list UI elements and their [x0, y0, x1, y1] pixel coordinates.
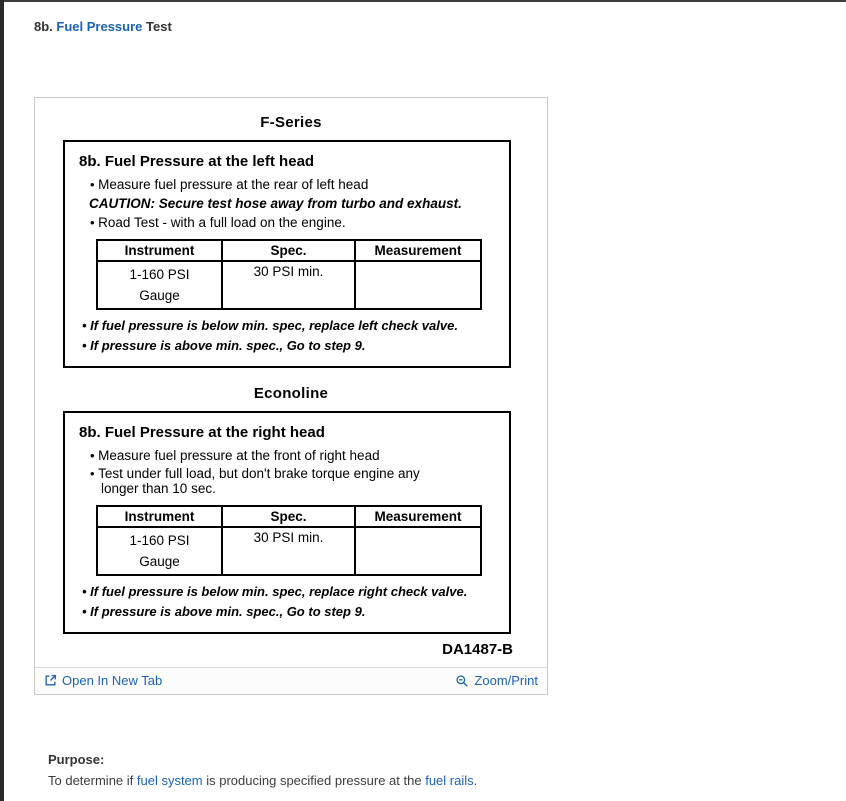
window-border-left	[0, 0, 4, 801]
figure-panel	[34, 97, 548, 695]
table-row	[97, 261, 481, 309]
fseries-heading: 8b. Fuel Pressure at the left head	[79, 153, 315, 170]
table-row	[97, 527, 481, 575]
window-border-top	[0, 0, 846, 2]
fseries-caution: CAUTION: Secure test hose away from turbo and exhaust.	[89, 196, 462, 211]
instrument-line-2: Gauge	[139, 554, 180, 569]
purpose-text	[48, 771, 477, 790]
instrument-line-1: 1-160 PSI	[129, 533, 190, 548]
fuel-system-link[interactable]: fuel system	[136, 773, 203, 788]
col-header-spec: Spec.	[222, 506, 355, 527]
table-header-row	[97, 240, 481, 261]
open-in-new-tab-link[interactable]	[44, 673, 162, 688]
econoline-note-2: • If pressure is above min. spec., Go to step 9.	[79, 604, 499, 619]
col-header-measurement: Measurement	[355, 506, 481, 527]
zoom-print-label: Zoom/Print	[474, 673, 538, 688]
purpose-section	[48, 752, 477, 790]
fseries-spec-table	[96, 239, 482, 310]
instrument-line-2: Gauge	[139, 288, 180, 303]
fuel-pressure-link[interactable]: Fuel Pressure	[56, 19, 143, 34]
fseries-note-2: • If pressure is above min. spec., Go to step 9.	[79, 338, 499, 353]
purpose-label: Purpose:	[48, 752, 105, 767]
fseries-box	[63, 140, 511, 368]
spec-cell: 30 PSI min.	[222, 527, 355, 575]
page-title	[34, 19, 172, 34]
table-header-row	[97, 506, 481, 527]
page-title-suffix: Test	[142, 19, 172, 34]
fseries-bullet-2: • Road Test - with a full load on the engine.	[83, 215, 475, 230]
open-in-new-tab-icon	[44, 674, 57, 687]
econoline-note-1: • If fuel pressure is below min. spec, replace right check valve.	[79, 584, 499, 599]
col-header-measurement: Measurement	[355, 240, 481, 261]
col-header-instrument: Instrument	[97, 506, 222, 527]
col-header-instrument: Instrument	[97, 240, 222, 261]
econoline-spec-table	[96, 505, 482, 576]
econoline-title: Econoline	[253, 385, 329, 402]
fseries-title: F-Series	[260, 114, 322, 131]
econoline-bullet-2: • Test under full load, but don't brake torque engine any longer than 10 sec.	[83, 466, 451, 496]
fseries-note-1: • If fuel pressure is below min. spec, replace left check valve.	[79, 318, 499, 333]
spec-cell: 30 PSI min.	[222, 261, 355, 309]
fuel-rails-link[interactable]: fuel rails	[425, 773, 474, 788]
open-in-new-tab-label: Open In New Tab	[62, 673, 163, 688]
page-title-prefix: 8b.	[34, 19, 57, 34]
instrument-line-1: 1-160 PSI	[129, 267, 190, 282]
measurement-cell	[355, 261, 481, 309]
purpose-text-3: .	[473, 773, 478, 788]
measurement-cell	[355, 527, 481, 575]
econoline-box	[63, 411, 511, 634]
figure-toolbar	[35, 667, 547, 694]
zoom-print-link[interactable]	[455, 673, 538, 688]
fseries-bullet-1: • Measure fuel pressure at the rear of left head	[83, 177, 475, 192]
purpose-text-1: To determine if	[48, 773, 137, 788]
econoline-heading: 8b. Fuel Pressure at the right head	[79, 424, 325, 441]
purpose-text-2: is producing specified pressure at the	[202, 773, 426, 788]
econoline-bullet-1: • Measure fuel pressure at the front of right head	[83, 448, 475, 463]
instrument-cell	[97, 527, 222, 575]
scanned-diagram	[35, 98, 547, 667]
figure-code: DA1487-B	[442, 641, 513, 658]
instrument-cell	[97, 261, 222, 309]
col-header-spec: Spec.	[222, 240, 355, 261]
zoom-magnifier-icon	[455, 674, 469, 688]
